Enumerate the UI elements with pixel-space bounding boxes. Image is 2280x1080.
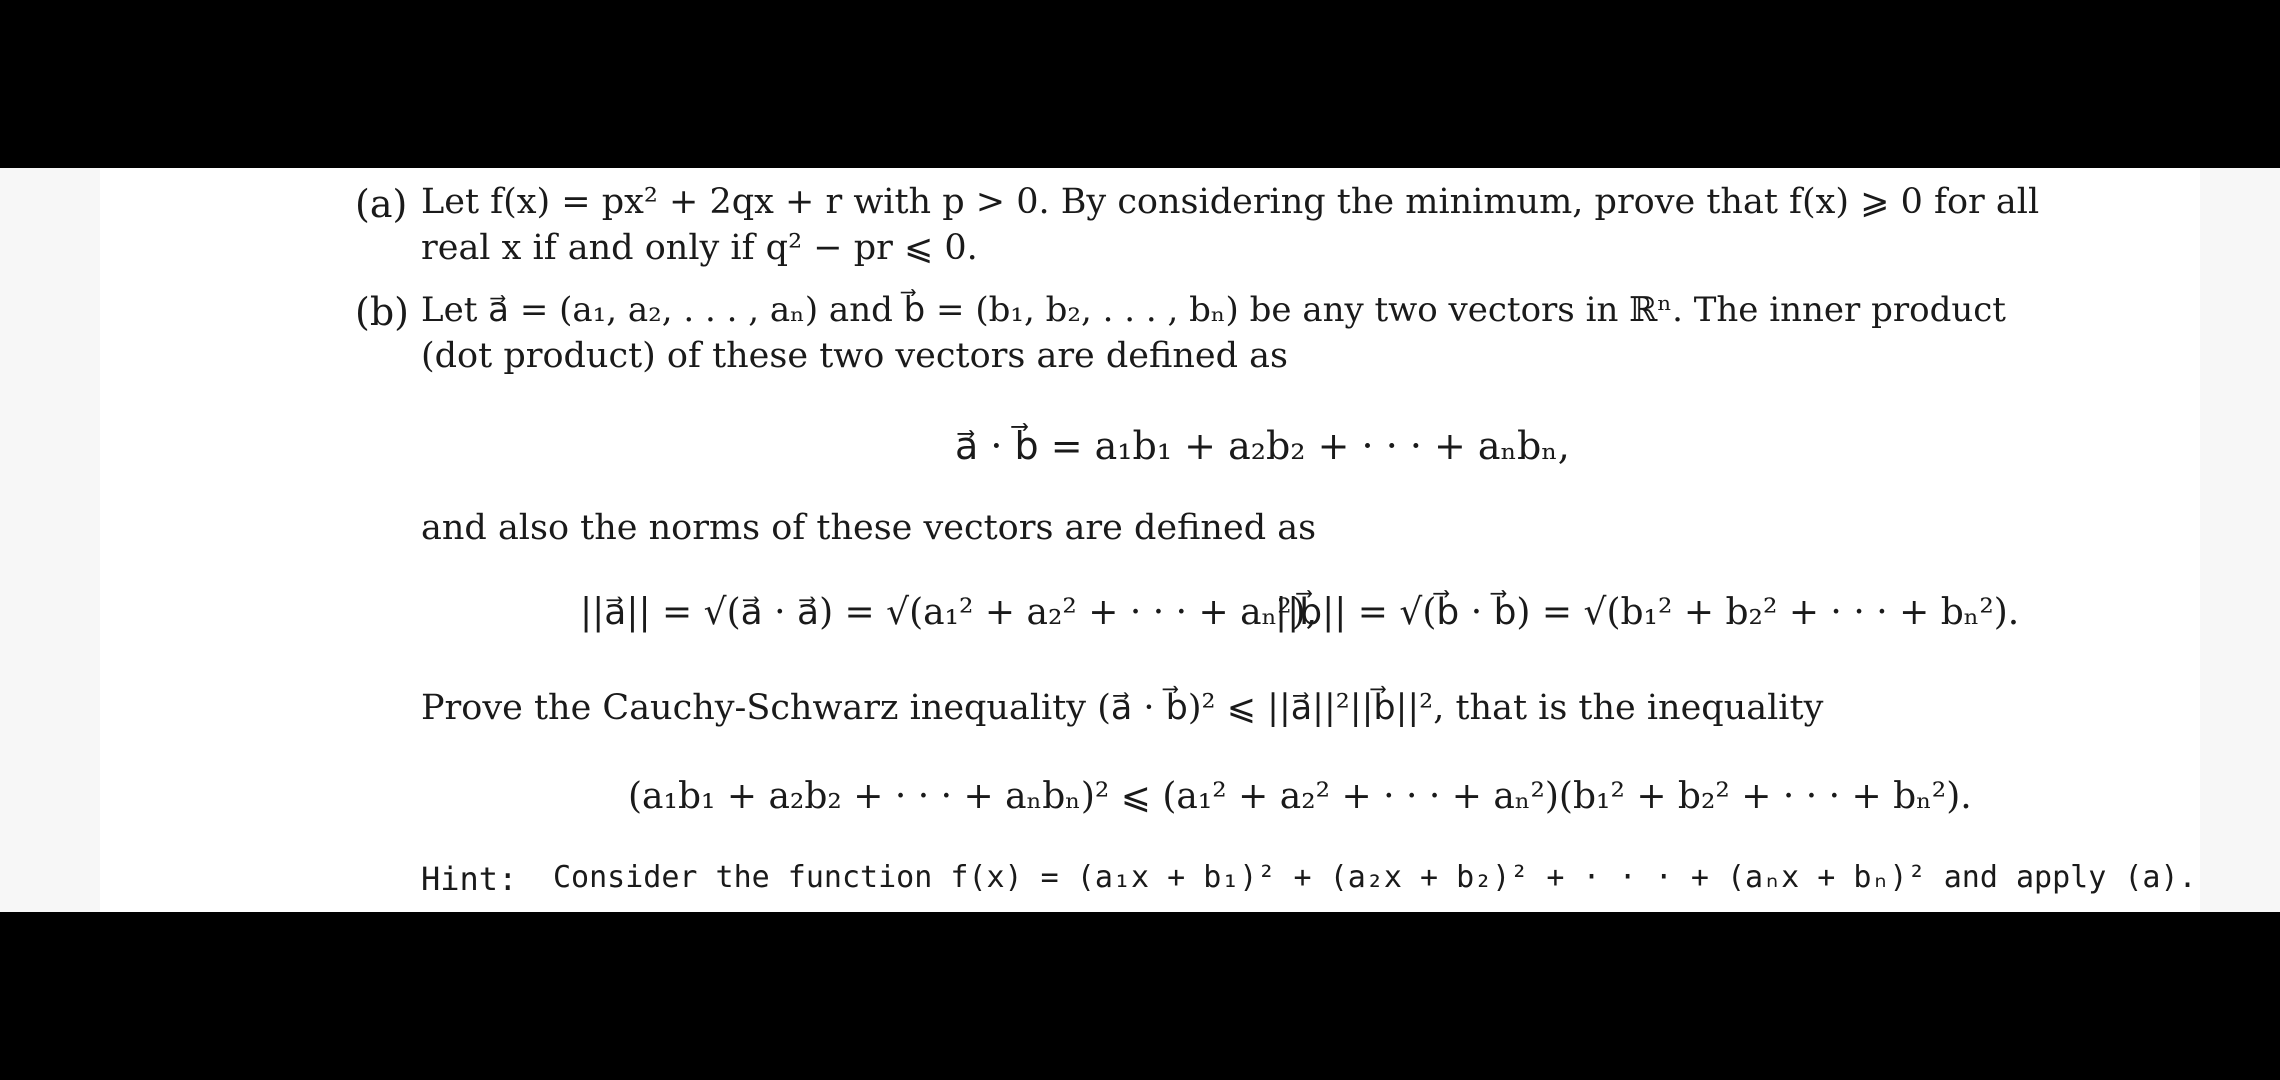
hint-text: Consider the function f(x) = (a₁x + b₁)² + (a₂x + b₂)² + · · · + (aₙx + bₙ)² and apply (a). (553, 860, 2197, 895)
document-page (100, 168, 2200, 912)
hint-label: Hint: (421, 860, 518, 898)
part-b-line-1: Let a⃗ = (a₁, a₂, . . . , aₙ) and b⃗ = (b₁, b₂, . . . , bₙ) be any two vectors in ℝⁿ. The inner product (421, 290, 2006, 330)
part-b-line-2: (dot product) of these two vectors are defined as (421, 336, 1288, 376)
prove-statement: Prove the Cauchy-Schwarz inequality (a⃗ · b⃗)² ⩽ ||a⃗||²||b⃗||², that is the inequality (421, 688, 1824, 728)
part-a-label: (a) (355, 182, 408, 226)
part-a-line-1: Let f(x) = px² + 2qx + r with p > 0. By considering the minimum, prove that f(x) ⩾ 0 for all (421, 182, 2040, 222)
norm-a-equation: ||a⃗|| = √(a⃗ · a⃗) = √(a₁² + a₂² + · · · + aₙ²), (580, 592, 1318, 633)
norms-intro-text: and also the norms of these vectors are defined as (421, 508, 1317, 548)
part-b-label: (b) (355, 290, 409, 334)
norm-b-equation: ||b⃗|| = √(b⃗ · b⃗) = √(b₁² + b₂² + · · · + bₙ²). (1275, 592, 2020, 633)
cauchy-schwarz-inequality: (a₁b₁ + a₂b₂ + · · · + aₙbₙ)² ⩽ (a₁² + a₂² + · · · + aₙ²)(b₁² + b₂² + · · · + bₙ²). (628, 776, 1972, 817)
dot-product-equation: a⃗ · b⃗ = a₁b₁ + a₂b₂ + · · · + aₙbₙ, (955, 424, 1570, 468)
part-a-line-2: real x if and only if q² − pr ⩽ 0. (421, 228, 978, 268)
